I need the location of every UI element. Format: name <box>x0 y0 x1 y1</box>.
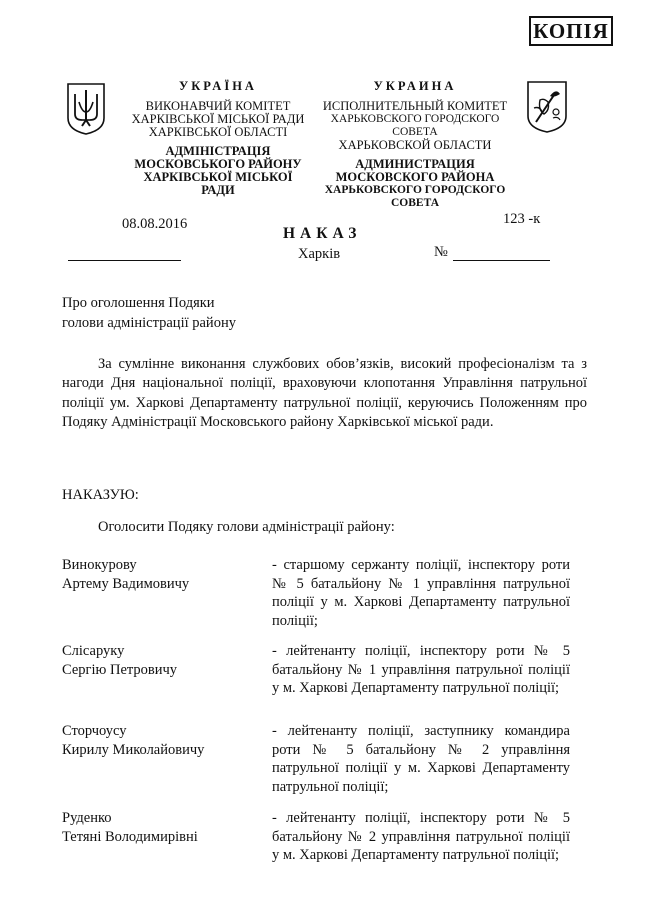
recipient-given-name: Тетяні Володимирівні <box>62 828 198 845</box>
recipient-name <box>62 809 252 846</box>
number-underline <box>453 260 550 261</box>
header-line: ХАРЬКОВСКОГО ГОРОДСКОГО СОВЕТА <box>330 113 500 138</box>
order-command: НАКАЗУЮ: <box>62 487 139 503</box>
header-admin-line: АДМИНИСТРАЦИЯ <box>355 157 475 171</box>
recipient-surname: Винокурову <box>62 557 137 573</box>
header-line: ХАРКІВСЬКОЇ МІСЬКОЇ РАДИ <box>131 112 305 126</box>
subject-line: Про оголошення Подяки <box>62 295 215 311</box>
recipient-name <box>62 722 252 759</box>
kharkiv-city-emblem-icon <box>526 80 568 134</box>
header-line: ХАРЬКОВСКОЙ ОБЛАСТИ <box>338 138 492 152</box>
announce-line: Оголосити Подяку голови адміністрації району: <box>98 519 395 535</box>
order-date: 08.08.2016 <box>122 216 188 232</box>
order-title: НАКАЗ <box>283 225 362 242</box>
recipient-description: - лейтенанту поліції, інспектору роти № 5 батальйону № 2 управління патрульної поліції у м. Харкові Департаменту патрульної поліції; <box>272 810 570 863</box>
ukraine-coat-of-arms-icon <box>66 82 106 136</box>
recipient-description: - лейтенанту поліції, інспектору роти № 5 батальйону № 1 управління патрульної поліції у м. Харкові Департаменту патрульної поліції; <box>272 643 570 696</box>
header-admin-line: МОСКОВСЬКОГО РАЙОНУ <box>134 157 302 171</box>
header-line: ХАРКІВСЬКОЇ ОБЛАСТІ <box>148 125 288 139</box>
header-admin-line: МОСКОВСКОГО РАЙОНА <box>335 170 495 184</box>
recipient-surname: Сторчоусу <box>62 723 127 739</box>
order-body-paragraph: За сумлінне виконання службових обов’язків, високий професіоналізм та з нагоди Дня національної поліції, враховуючи клопотання Управління патрульної поліції ум. Харкові Департаменту патрульної поліції, керуючись Положенням про Подяку Адміністрації Московського району Харківської міської ради. <box>62 356 587 430</box>
header-line: ВИКОНАВЧИЙ КОМІТЕТ <box>145 99 291 113</box>
copy-stamp: КОПІЯ <box>529 16 613 46</box>
header-country: УКРАЇНА <box>179 79 257 93</box>
recipient-given-name: Артему Вадимовичу <box>62 575 190 592</box>
order-city: Харків <box>298 246 341 262</box>
header-ukrainian <box>128 80 308 197</box>
recipient-surname: Руденко <box>62 810 112 826</box>
date-underline <box>68 260 181 261</box>
order-number: 123 -к <box>503 211 541 227</box>
header-country: УКРАИНА <box>373 79 457 93</box>
header-admin-line: ХАРКІВСЬКОЇ МІСЬКОЇ РАДИ <box>143 170 293 197</box>
recipient-name <box>62 642 252 679</box>
header-admin-line: АДМІНІСТРАЦІЯ <box>165 144 271 158</box>
order-subject <box>62 293 236 333</box>
recipient-given-name: Сергію Петровичу <box>62 661 178 678</box>
recipient-description: - старшому сержанту поліції, інспектору роти № 5 батальйону № 1 управління патрульної поліції у м. Харкові Департаменту патрульної поліції; <box>272 557 570 629</box>
recipient-surname: Слісаруку <box>62 643 125 659</box>
recipient-name <box>62 556 252 593</box>
recipient-description: - лейтенанту поліції, заступнику командира роти № 5 батальйону № 2 управління патрульної поліції у м. Харкові Департаменту патрульної поліції; <box>272 723 570 795</box>
recipient-given-name: Кирилу Миколайовичу <box>62 741 205 758</box>
header-line: ИСПОЛНИТЕЛЬНЫЙ КОМИТЕТ <box>322 99 508 113</box>
number-sign: № <box>434 244 448 260</box>
header-russian <box>316 80 514 210</box>
header-admin-line: ХАРЬКОВСКОГО ГОРОДСКОГО СОВЕТА <box>324 184 506 209</box>
subject-line: голови адміністрації району <box>62 315 236 331</box>
